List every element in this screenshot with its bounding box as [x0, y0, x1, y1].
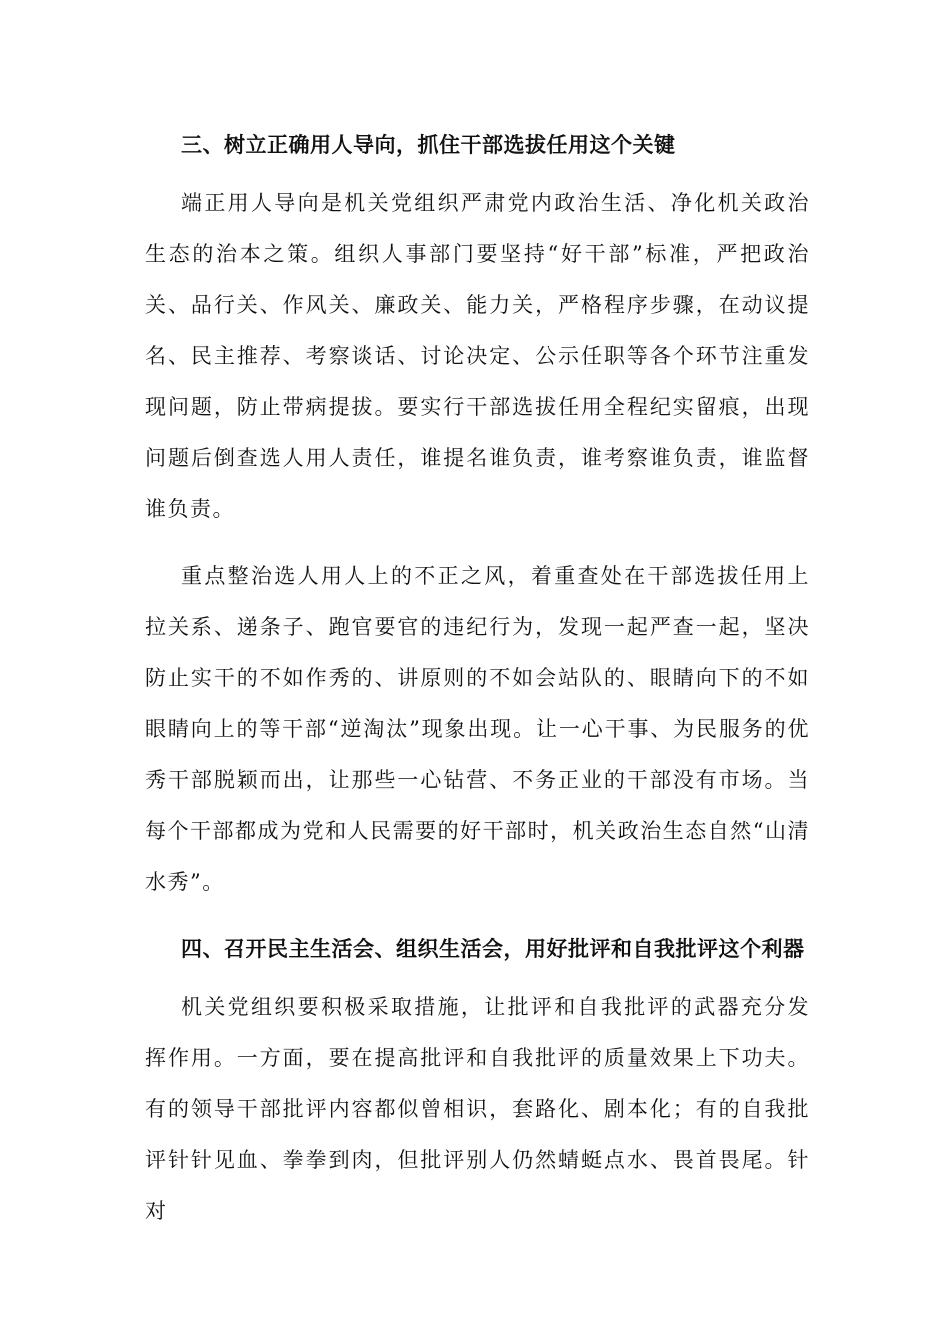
section-heading-4: 四、召开民主生活会、组织生活会，用好批评和自我批评这个利器: [181, 936, 805, 961]
paragraph: 端正用人导向是机关党组织严肃党内政治生活、净化机关政治生态的治本之策。组织人事部门要坚持“好干部”标准，严把政治关、品行关、作风关、廉政关、能力关，严格程序步骤，在动议提名、民主推荐、考察谈话、讨论决定、公示任职等各个环节注重发现问题，防止带病提拔。要实行干部选拔任用全程纪实留痕，出现问题后倒查选人用人责任，谁提名谁负责，谁考察谁负责，谁监督谁负责。: [145, 191, 810, 521]
document-page: [145, 120, 810, 1237]
paragraph: 重点整治选人用人上的不正之风，着重查处在干部选拔任用上拉关系、递条子、跑官要官的违纪行为，发现一起严查一起，坚决防止实干的不如作秀的、讲原则的不如会站队的、眼睛向下的不如眼睛向上的等干部“逆淘汰”现象出现。让一心干事、为民服务的优秀干部脱颖而出，让那些一心钻营、不务正业的干部没有市场。当每个干部都成为党和人民需要的好干部时，机关政治生态自然“山清水秀”。: [145, 564, 810, 894]
paragraph: 机关党组织要积极采取措施，让批评和自我批评的武器充分发挥作用。一方面，要在提高批评和自我批评的质量效果上下功夫。有的领导干部批评内容都似曾相识，套路化、剧本化；有的自我批评针针见血、拳拳到肉，但批评别人仍然蜻蜓点水、畏首畏尾。针对: [145, 995, 810, 1223]
section-heading-3: 三、树立正确用人导向，抓住干部选拔任用这个关键: [181, 132, 676, 157]
